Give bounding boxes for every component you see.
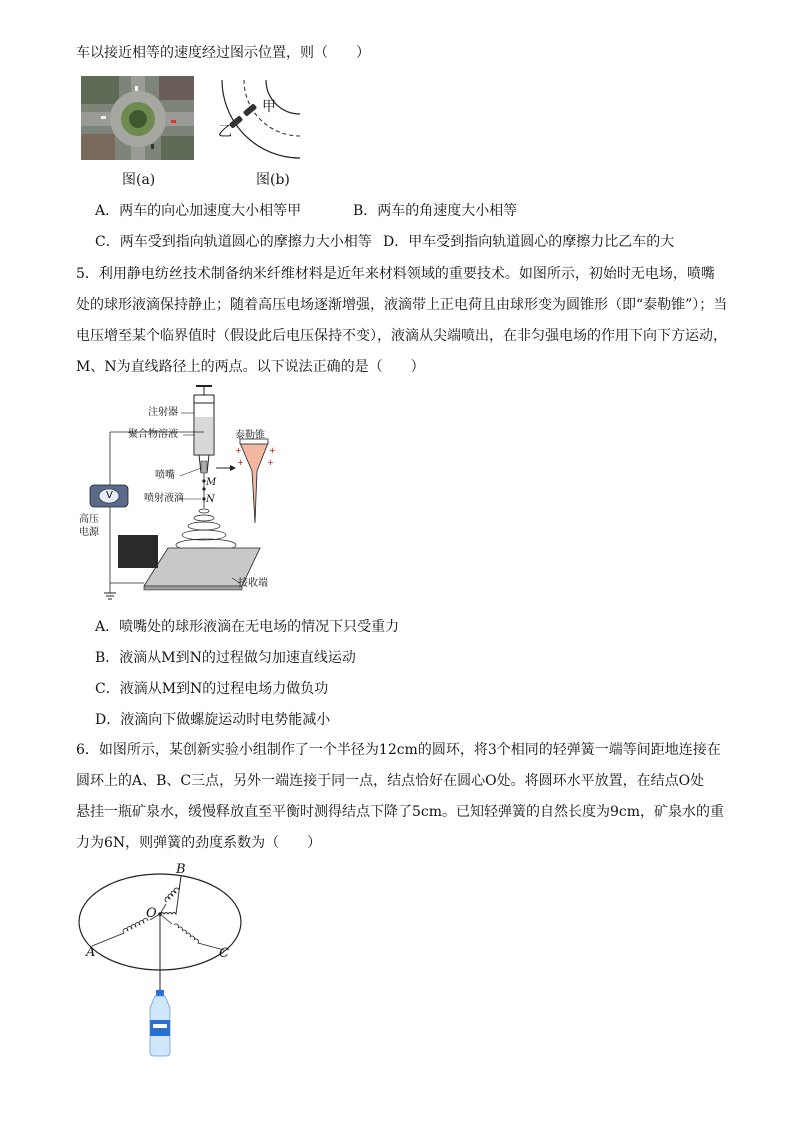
q5-option-b: B．液滴从M到N的过程做匀加速直线运动	[95, 650, 356, 666]
ring-spring-diagram	[76, 862, 246, 1062]
q4-option-c: C．两车受到指向轨道圆心的摩擦力大小相等	[95, 234, 372, 250]
q4-option-d: D．甲车受到指向轨道圆心的摩擦力比乙车的大	[383, 234, 675, 250]
q6-line-2: 圆环上的A、B、C三点，另外一端连接于同一点，结点恰好在圆心O处。将圆环水平放置，在结点O处	[76, 773, 705, 789]
nozzle-label: 喷嘴	[155, 470, 175, 481]
fig-b-caption: 图(b)	[256, 172, 290, 188]
point-b-label: B	[176, 862, 186, 877]
svg-text:+: +	[235, 446, 242, 455]
point-n-label: N	[206, 494, 215, 505]
receiver-label: 接收端	[238, 578, 268, 589]
hv-source-label-1: 高压	[79, 514, 99, 525]
q5-line-1: 5．利用静电纺丝技术制备纳米纤维材料是近年来材料领域的重要技术。如图所示，初始时无电场，喷嘴	[76, 266, 715, 282]
hv-source-label-2: 电源	[79, 527, 99, 538]
roundabout-photo	[81, 76, 194, 160]
q4-option-b: B．两车的角速度大小相等	[353, 203, 518, 219]
q5-line-3: 电压增至某个临界值时（假设此后电压保持不变），液滴从尖端喷出，在非匀强电场的作用下向下方运动，	[76, 328, 727, 344]
q4-option-a: A．两车的向心加速度大小相等甲	[95, 203, 302, 219]
q6-line-1: 6．如图所示，某创新实验小组制作了一个半径为12cm的圆环，将3个相同的轻弹簧一端等间距地连接在	[76, 742, 721, 758]
q4-stem-tail: 车以接近相等的速度经过图示位置，则（ ）	[76, 45, 370, 61]
spray-label: 喷射液滴	[144, 493, 184, 504]
q5-option-d: D．液滴向下做螺旋运动时电势能减小	[95, 712, 331, 728]
q5-option-c: C．液滴从M到N的过程电场力做负功	[95, 681, 329, 697]
svg-text:+: +	[237, 458, 244, 467]
svg-text:+: +	[269, 446, 276, 455]
q6-line-4: 力为6N，则弹簧的劲度系数为（ ）	[76, 835, 322, 851]
car-yi-label: 乙	[218, 124, 232, 140]
point-m-label: M	[206, 477, 217, 488]
q5-line-2: 处的球形液滴保持静止；随着高压电场逐渐增强，液滴带上正电荷且由球形变为圆锥形（即“泰勒锥”）；当	[76, 297, 728, 313]
svg-text:+: +	[267, 458, 274, 467]
taylor-cone-label: 泰勒锥	[235, 430, 265, 441]
fig-a-caption: 图(a)	[122, 172, 156, 188]
q5-line-4: M、N为直线路径上的两点。以下说法正确的是（ ）	[76, 359, 425, 375]
point-a-label: A	[86, 945, 96, 960]
q6-line-3: 悬挂一瓶矿泉水，缓慢释放直至平衡时测得结点下降了5cm。已知轻弹簧的自然长度为9cm，矿泉水的重	[76, 804, 725, 820]
syringe-label: 注射器	[148, 407, 178, 418]
track-diagram	[214, 76, 308, 164]
car-jia-label: 甲	[262, 99, 276, 115]
point-o-label: O	[146, 906, 157, 921]
solution-label: 聚合物溶液	[128, 429, 178, 440]
point-c-label: C	[219, 946, 229, 961]
voltmeter-label: V	[106, 490, 113, 501]
q5-option-a: A．喷嘴处的球形液滴在无电场的情况下只受重力	[95, 619, 400, 635]
